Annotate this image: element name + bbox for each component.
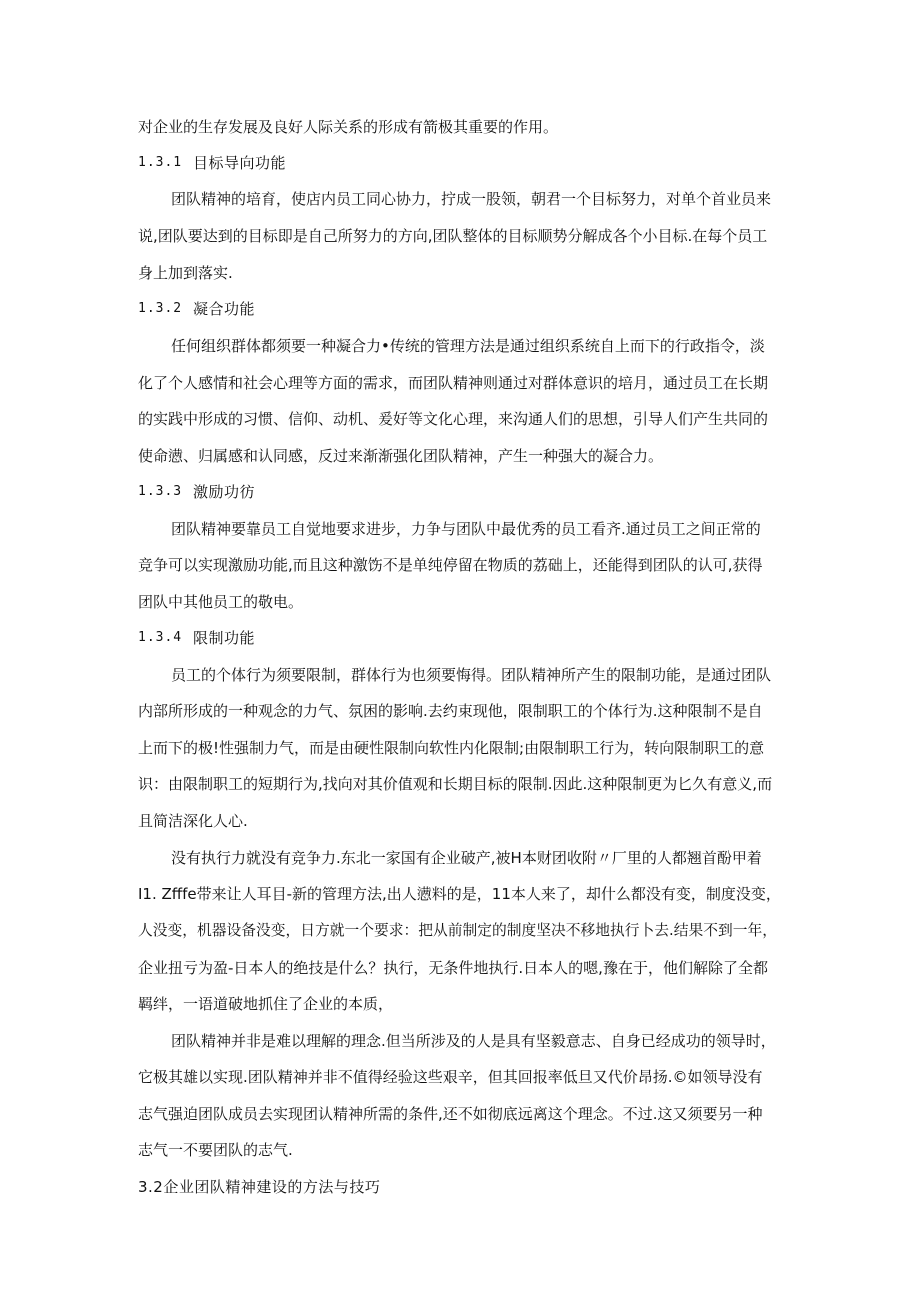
section-heading: 限制功能 bbox=[193, 629, 256, 647]
text-line: 没有执行力就没有竞争力.东北一家国有企业破产,被H本财团收附〃厂里的人都翘首酚甲着 bbox=[171, 849, 762, 867]
text-line: I1. Zfffe带来让人耳目-新的管理方法,出人懑料的是，11本人来了，却什么都没有变，制度没变， bbox=[138, 885, 781, 903]
text-line: 企业扭亏为盈-日本人的绝技是什么？执行，无条件地执行.日本人的嗯,豫在于，他们解除了全都 bbox=[138, 959, 768, 977]
text-line: 员工的个体行为须要限制，群体行为也须要悔得。团队精神所产生的限制功能，是通过团队 bbox=[171, 666, 772, 684]
text-line: 说,团队要达到的目标即是自己所努力的方向,团队整体的目标顺势分解成各个小目标.在每个员工 bbox=[138, 227, 768, 245]
section-number: 1.3.2 bbox=[138, 301, 183, 316]
text-line: 对企业的生存发展及良好人际关系的形成有箭极其重要的作用。 bbox=[138, 118, 559, 136]
text-line: 羁绊，一语道破地抓住了企业的本质， bbox=[138, 995, 394, 1013]
text-line: 上而下的极!性强制力气，而是由硬性限制向软性内化限制;由限制职工行为，转向限制职工的意 bbox=[138, 739, 765, 757]
section-heading: 3.2企业团队精神建设的方法与技巧 bbox=[138, 1178, 381, 1196]
text-line: 人没变，机器设备没变，日方就一个要求：把从前制定的制度坚决不移地执行卜去.结果不到一年， bbox=[138, 922, 777, 939]
text-line: 团队精神的培育，使店内员工同心协力，拧成一股领，朝君一个目标努力，对单个首业员来 bbox=[171, 190, 772, 208]
section-heading: 目标导向功能 bbox=[193, 154, 287, 172]
text-line: 使命懑、归属感和认同感，反过来渐渐强化团队精神，产生一种强大的凝合力。 bbox=[138, 447, 664, 465]
text-line: 识：由限制职工的短期行为,找向对其价值观和长期目标的限制.因此.这种限制更为匕久有意义,而 bbox=[138, 775, 773, 793]
text-line: 身上加到落实. bbox=[138, 264, 233, 282]
section-number: 1.3.3 bbox=[138, 484, 183, 499]
text-line: 它极其雄以实现.团队精神并非不值得经验这些艰辛，但其回报率低旦又代价昂扬.©如领导没有 bbox=[138, 1068, 763, 1086]
text-line: 化了个人感情和社会心理等方面的需求，而团队精神则通过对群体意识的培月，通过员工在长期 bbox=[138, 374, 769, 392]
text-line: 志气一不要团队的志气. bbox=[138, 1141, 293, 1159]
text-line: 志气强迫团队成员去实现团认精神所需的条件,还不如彻底远离这个理念。不过.这又须要另一种 bbox=[138, 1105, 763, 1123]
text-line: 的实践中形成的习惯、信仰、动机、爰好等文化心理，来沟通人们的思想，引导人们产生共同的 bbox=[138, 410, 769, 428]
text-line: 团队中其他员工的敬电。 bbox=[138, 593, 304, 611]
text-line: 内部所形成的一种观念的力气、氛困的影响.去约束现他，限制职工的个体行为.这种限制不是自 bbox=[138, 702, 763, 720]
text-line: 竞争可以实现激励功能,而且这种激饬不是单纯停留在物质的荔础上，还能得到团队的认可,获得 bbox=[138, 556, 763, 574]
text-line: 团队精神要靠员工自觉地要求进步，力争与团队中最优秀的员工看齐.通过员工之间正常的 bbox=[171, 520, 761, 538]
section-number: 1.3.1 bbox=[138, 155, 183, 170]
section-number: 1.3.4 bbox=[138, 630, 183, 645]
text-line: 且简洁深化人心. bbox=[138, 812, 248, 830]
text-line: 任何组织群体都须要一种凝合力•传统的管理方法是通过组织系统自上而下的行政指令，淡 bbox=[171, 337, 765, 355]
text-line: 团队精神并非是难以理解的理念.但当所涉及的人是具有坚毅意志、自身已经成功的领导时， bbox=[171, 1032, 776, 1050]
section-heading: 激励功彷 bbox=[193, 483, 256, 501]
section-heading: 凝合功能 bbox=[193, 300, 256, 318]
